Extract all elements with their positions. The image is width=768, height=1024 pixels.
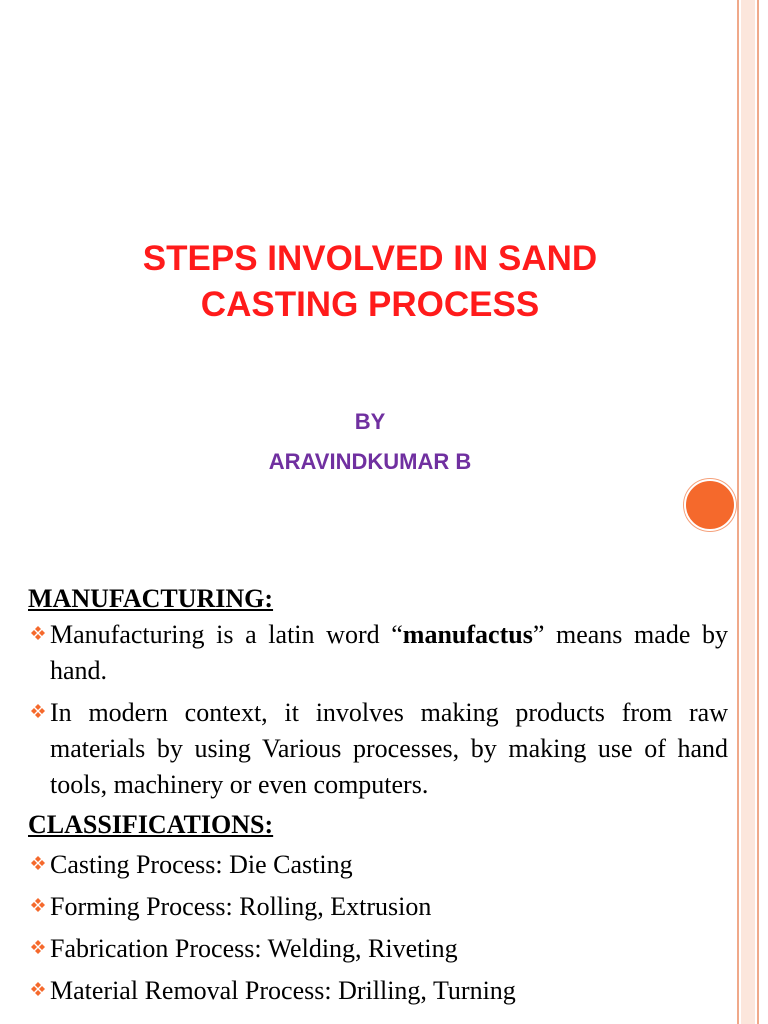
diamond-bullet-icon [30,703,46,719]
right-border-band [741,0,755,1024]
diamond-bullet-icon [30,981,46,997]
manufacturing-list [28,617,728,803]
list-item [28,931,728,967]
section-heading-manufacturing: MANUFACTURING: [28,584,274,613]
classifications-list [28,847,728,1009]
item-text-after: ” means made by hand. [50,620,729,685]
right-border-inner-line [737,0,739,1024]
item-text: Fabrication Process: Welding, Riveting [50,934,458,963]
diamond-bullet-icon [30,625,46,641]
list-item [28,695,728,803]
list-item [28,617,728,689]
item-text: Casting Process: Die Casting [50,850,353,879]
author-name: ARAVINDKUMAR B [268,449,472,474]
orange-circle-icon [684,479,736,531]
list-item [28,889,728,925]
slide-body [28,581,728,1009]
diamond-bullet-icon [30,939,46,955]
byline-label: BY [354,409,386,434]
item-text-before: Manufacturing is a latin word “ [50,620,403,649]
list-item [28,973,728,1009]
diamond-bullet-icon [30,897,46,913]
slide-title: STEPS INVOLVED IN SAND CASTING PROCESS [142,239,598,324]
item-text: Material Removal Process: Drilling, Turning [50,976,516,1005]
item-emphasis: manufactus [402,620,533,649]
section-heading-classifications: CLASSIFICATIONS: [28,810,274,839]
item-text: In modern context, it involves making products from raw materials by using Various processes, by making use of hand tools, machinery or even computers. [50,698,728,799]
item-text: Forming Process: Rolling, Extrusion [50,892,432,921]
diamond-bullet-icon [30,855,46,871]
list-item [28,847,728,883]
right-border-outer-line [757,0,759,1024]
